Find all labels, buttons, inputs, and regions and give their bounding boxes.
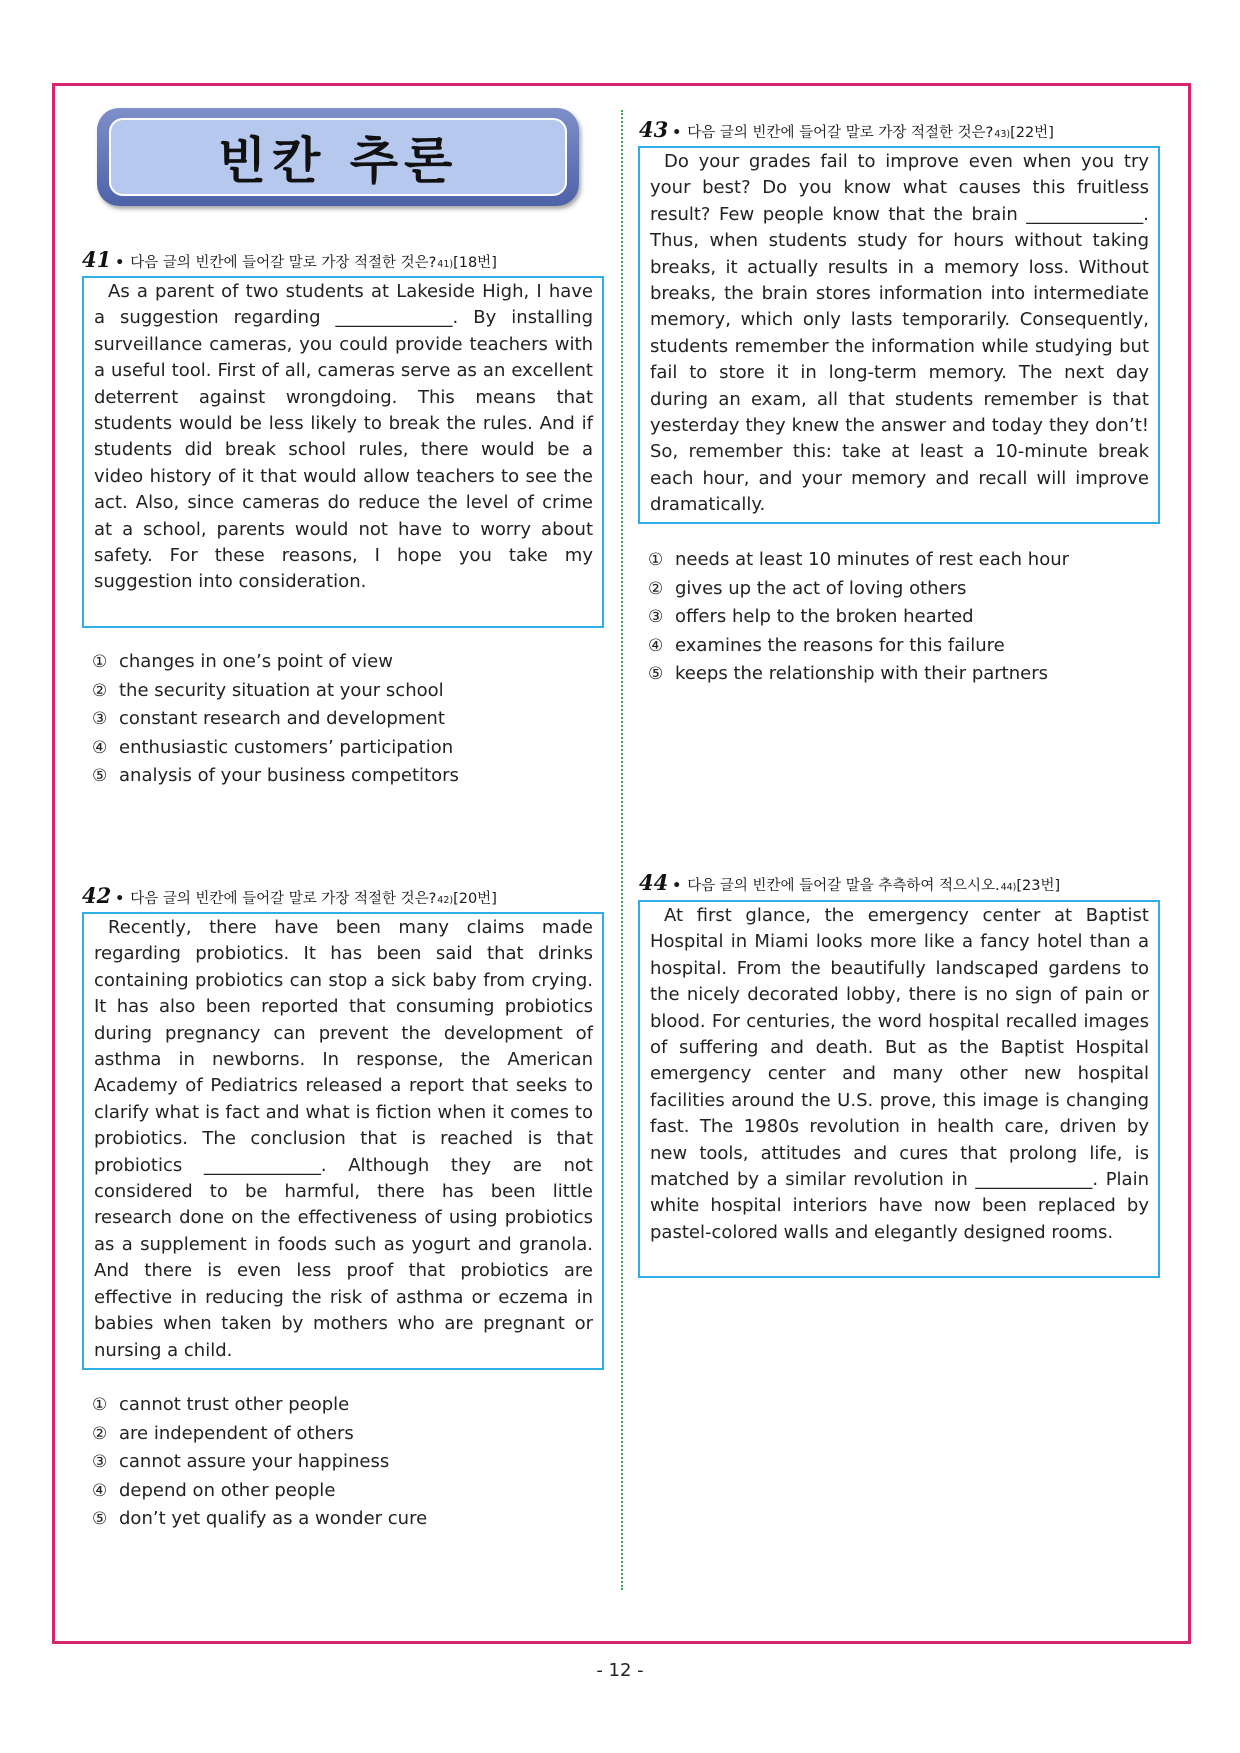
passage-text: Recently, there have been many claims made regarding probiotics. It has been said that drinks containing probiotics can stop a sick baby from crying. It has also been reported that consuming probiotics during pregnancy can prevent the development of asthma in newborns. In response, the American Academy of Pediatrics released a report that seeks to clarify what is fact and what is fiction when it comes to probiotics. The conclusion that is reached is that probiotics _____________. Although they are not considered to be harmful, there has been little research done on the effectiveness of using probiotics as a supplement in foods such as yogurt and granola. And there is even less proof that probiotics are effective in reducing the risk of asthma or eczema in babies when taken by mothers who are pregnant or nursing a child. [94, 917, 593, 1361]
question-43-passage [638, 146, 1160, 524]
question-41-passage [82, 276, 604, 628]
question-41-header [82, 247, 497, 272]
option-1[interactable] [92, 648, 459, 677]
option-2[interactable] [648, 575, 1069, 604]
option-text: needs at least 10 minutes of rest each hour [675, 549, 1070, 570]
option-4[interactable] [92, 734, 459, 763]
option-mark: ⑤ [648, 664, 664, 684]
question-41-options [92, 648, 459, 791]
option-text: examines the reasons for this failure [675, 634, 1005, 656]
option-3[interactable] [92, 705, 459, 734]
question-number: 44 [639, 870, 669, 895]
question-dot: • [672, 878, 682, 894]
question-42-passage [82, 912, 604, 1370]
passage-text: Do your grades fail to improve even when you try your best? Do you know what causes this fruitless result? Few people know that the brain _____________. Thus, when students study for hours without taking breaks, it actually results in a memory loss. Without breaks, the brain stores information into intermediate memory, which only lasts temporarily. Consequently, students remember the information while studying but fail to store it in long-term memory. The next day during an exam, all that students remember is that yesterday they knew the answer and today they don’t! So, remember this: take at least a 10-minute break each hour, and your memory and recall will improve dramatically. [650, 151, 1149, 516]
option-text: don’t yet qualify as a wonder cure [119, 1508, 428, 1529]
question-prompt: 다음 글의 빈칸에 들어갈 말로 가장 적절한 것은? [130, 255, 437, 271]
option-text: changes in one’s point of view [119, 651, 393, 672]
option-1[interactable] [92, 1391, 427, 1420]
question-dot: • [115, 891, 125, 907]
option-4[interactable] [92, 1477, 427, 1506]
question-number: 42 [82, 883, 112, 908]
question-footnote-ref: 41) [437, 259, 454, 270]
option-1[interactable] [648, 546, 1069, 575]
option-mark: ② [92, 680, 108, 701]
option-mark: ③ [92, 1452, 108, 1472]
question-43-header [639, 117, 1054, 142]
option-5[interactable] [92, 1505, 427, 1534]
section-title-banner [97, 108, 579, 206]
page-number: - 12 - [596, 1660, 644, 1681]
question-number: 43 [639, 117, 669, 142]
passage-text: As a parent of two students at Lakeside High, I have a suggestion regarding _____________. By installing surveillance cameras, you could provide teachers with a useful tool. First of all, cameras serve as an excellent deterrent against wrongdoing. This means that students would be less likely to break the rules. And if students did break school rules, there would be a video history of it that would allow teachers to see the act. Also, since cameras do reduce the level of crime at a school, parents would not have to worry about safety. For these reasons, I hope you take my suggestion into consideration. [94, 281, 593, 593]
question-source-tag: [20번] [453, 891, 497, 907]
option-text: depend on other people [119, 1479, 336, 1501]
question-footnote-ref: 43) [994, 129, 1011, 140]
option-5[interactable] [92, 762, 459, 791]
option-2[interactable] [92, 677, 459, 706]
option-text: analysis of your business competitors [119, 765, 459, 786]
option-mark: ② [92, 1423, 108, 1444]
option-5[interactable] [648, 660, 1069, 689]
question-footnote-ref: 42) [437, 895, 454, 906]
question-42-header [82, 883, 497, 908]
option-mark: ③ [92, 709, 108, 729]
question-source-tag: [23번] [1016, 878, 1061, 894]
option-mark: ① [92, 652, 108, 672]
question-43-options [648, 546, 1069, 689]
option-mark: ④ [648, 635, 664, 656]
section-title-inner [109, 118, 567, 196]
option-4[interactable] [648, 632, 1069, 661]
question-prompt: 다음 글의 빈칸에 들어갈 말로 가장 적절한 것은? [687, 125, 994, 141]
option-mark: ⑤ [92, 766, 108, 786]
option-text: keeps the relationship with their partners [675, 663, 1048, 684]
option-text: offers help to the broken hearted [675, 606, 974, 627]
option-mark: ③ [648, 607, 664, 627]
question-dot: • [672, 125, 682, 141]
question-prompt: 다음 글의 빈칸에 들어갈 말로 가장 적절한 것은? [130, 891, 437, 907]
question-footnote-ref: 44) [1000, 882, 1017, 893]
question-44-header [639, 870, 1060, 895]
option-mark: ② [648, 578, 664, 599]
question-source-tag: [22번] [1010, 125, 1054, 141]
question-42-options [92, 1391, 427, 1534]
option-mark: ④ [92, 737, 108, 758]
column-divider [621, 110, 623, 1590]
option-2[interactable] [92, 1420, 427, 1449]
section-title: 빈칸 추론 [217, 132, 459, 190]
option-text: enthusiastic customers’ participation [119, 736, 454, 758]
question-prompt: 다음 글의 빈칸에 들어갈 말을 추측하여 적으시오. [687, 878, 1000, 894]
option-mark: ⑤ [92, 1509, 108, 1529]
option-text: cannot assure your happiness [119, 1451, 390, 1472]
option-3[interactable] [92, 1448, 427, 1477]
question-44-passage [638, 900, 1160, 1278]
option-mark: ④ [92, 1480, 108, 1501]
option-text: the security situation at your school [119, 679, 444, 701]
option-3[interactable] [648, 603, 1069, 632]
passage-text: At first glance, the emergency center at Baptist Hospital in Miami looks more like a fancy hotel than a hospital. From the beautifully landscaped gardens to the nicely decorated lobby, there is no sign of pain or blood. For centuries, the word hospital recalled images of suffering and death. But as the Baptist Hospital emergency center and many other new hospital facilities around the U.S. prove, this image is changing fast. The 1980s revolution in health care, driven by new tools, attitudes and cures that prolong life, is matched by a similar revolution in _____________. Plain white hospital interiors have now been replaced by pastel-colored walls and elegantly designed rooms. [650, 905, 1149, 1243]
option-text: are independent of others [119, 1422, 354, 1444]
option-mark: ① [648, 550, 664, 570]
question-number: 41 [82, 247, 112, 272]
option-text: constant research and development [119, 708, 445, 729]
question-source-tag: [18번] [453, 255, 497, 271]
question-dot: • [115, 255, 125, 271]
option-text: cannot trust other people [119, 1394, 350, 1415]
option-mark: ① [92, 1395, 108, 1415]
option-text: gives up the act of loving others [675, 577, 967, 599]
